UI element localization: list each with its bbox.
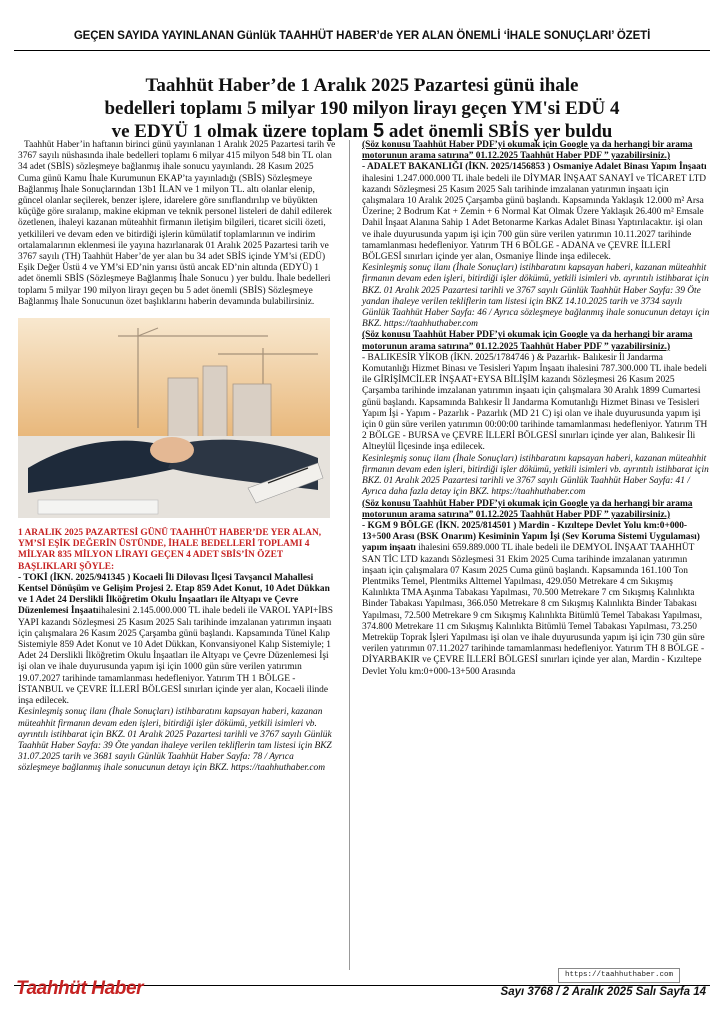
left-column	[18, 140, 336, 775]
right-column	[362, 140, 710, 678]
footer-url[interactable]: https://taahhuthaber.com	[558, 968, 680, 983]
issue-info: Sayı 3768 / 2 Aralık 2025 Salı Sayfa 14	[500, 986, 706, 998]
column-divider	[349, 140, 350, 970]
section-title: 1 ARALIK 2025 PAZARTESİ GÜNÜ TAAHHÜT HABER’DE YER ALAN, YM’Sİ EŞİK DEĞERİN ÜSTÜNDE, İHALE BEDELLERİ TOPLAMI 4 MİLYAR 835 MİLYON LİRAYI GEÇEN 4 ADET SBİS’İN ÖZET BAŞLIKLARI ŞÖYLE:	[18, 528, 322, 572]
page-header: GEÇEN SAYIDA YAYINLANAN Günlük TAAHHÜT HABER’de YER ALAN ÖNEMLİ ‘İHALE SONUÇLARI’ ÖZETİ	[73, 30, 651, 42]
headline-line-3-a: ve EDYÜ 1 olmak üzere toplam	[111, 121, 369, 142]
headline-line-2: bedelleri toplamı 5 milyar 190 milyon lirayı geçen YM'si EDÜ 4	[104, 98, 620, 119]
kgm-body: ihalesini 659.889.000 TL ihale bedeli ile DEMYOL İNŞAAT TAAHHÜT SAN TİC LTD kazandı Sözleşmesi 31 Ekim 2025 Cuma tarihinde imzalanan yatırımın inşaatı için çalışmalara 07 Kasım 2025 Cuma günü başlandı. Kapsamında 161.100 Ton Plentmiks Temel, Plentmiks Alttemel Yapılması, 429.050 Metrekare 4 cm Sıkışmış Kalınlıkta TMA Aşınma Tabakası Yapılması, 70.500 Metrekare 7 cm Sıkışmış Kalınlıkta Binder Tabakası Yapılması, 366.050 Metrekare 8 cm Sıkışmış Kalınlıkta Binder Tabakası Yapılması, 72.500 Metrekare 9 cm Sıkışmış Kalınlıkta Bitümlü Temel Tabakası Yapılması, 374.800 Metrekare 11 cm Sıkışmış Kalınlıkta Bitümlü Temel Tabakası Yapılması, 73.250 Metreküp Toprak İşleri Yapılması işi olan ve ihale duyurusunda yapım işi için 730 gün süre verilen yatırımın 07.11.2027 tarihinde tamamlanması hedefleniyor. Yatırım TH 8 BÖLGE - DİYARBAKIR ve ÇEVRE İLLERİ BÖLGESİ sınırları içinde yer alan, Mardin - Kızıltepe Devlet Yolu km:0+000-13+500 Arasında	[362, 543, 705, 677]
adalet-head: - ADALET BAKANLIĞI (İKN. 2025/1456853 ) Osmaniye Adalet Binası Yapım İnşaatı	[362, 162, 707, 173]
intro-paragraph: Taahhüt Haber’in haftanın birinci günü yayınlanan 1 Aralık 2025 Pazartesi tarih ve 3767 sayılı nüshasında ihale bedelleri toplamı 6 milyar 415 milyon 548 bin TL olan 34 adet (SBİS) sözleşmeye bağlanmış ihale sonucu yayınlandı. 28 Kasım 2025 Cuma günü Kamu İhale Kurumunun EKAP’ta yayınladığı (SBİS) Sözleşmeye Bağlanmış İhale Sonuçlarından 13b1 İLAN ve 1 milyon TL. altı olanlar elenip, güncel olanlar seçilerek, benzer işlere, idarelere göre sınıflandırılıp ve büyükten küçüğe göre sıralanıp, makine ekipman ve teknik personel listeleri de dahil edilerek özetlenen, ihaleyi kazanan müteahhit firmanın iletişim bilgileri, ticaret sicili özeti, yetkilileri ve devam eden ve bitirdiği işlerin kümülatif toplamlarının ve indirim ortalamalarının eklenmesi ile yayına hazırlanarak 01 Aralık 2025 Pazartesi tarih ve 3767 sayılı (TH) Taahhüt Haber’de yer alan bu 34 adet SBİS içinde YM’si (EDÜ) Eşik Değer Üstü 4 ve YM’si ED’nin yarısı üstü ancak ED’nin altında (EDYÜ) 1 adet önemli SBİS (Sözleşmeye Bağlanmış İhale Sonucu ) yer buldu. İhale bedelleri toplamı 5 milyar 190 milyon lirayı geçen bu 5 adet önemli (SBİS) Sözleşmeye Bağlanmış İhale Sonucunun özet başlıklarını haberin devamında bulabilirsiniz.	[18, 140, 336, 307]
brand-logo: Taahhüt Haber	[16, 978, 144, 999]
business-handshake-photo	[18, 318, 330, 518]
toki-note: Kesinleşmiş sonuç ilanı (İhale Sonuçları) istihbaratını kapsayan haberi, kazanan müteahhit firmanın devam eden işleri, bitirdiği işler dökümü, yetkili isimleri vb. ayrıntılı istihbarat için BKZ. 01 Aralık 2025 Pazartesi tarihli ve 3767 sayılı Günlük Taahhüt Haber Sayfa: 39 Öte yandan ihaleye verilen tekliflerin tam listesi için BKZ 31.07.2025 tarih ve 3681 sayılı Günlük Taahhüt Haber Sayfa: 78 / Ayrıca sözleşmeye bağlanmış ihale sonucunun detayı için BKZ. https://taahhuthaber.com	[18, 707, 332, 774]
headline-line-3-b: adet önemli SBİS yer buldu	[388, 121, 613, 142]
adalet-entry	[362, 162, 710, 263]
kgm-head: - KGM 9 BÖLGE (İKN. 2025/814501 ) Mardin - Kızıltepe Devlet Yolu km:0+000-13+500 Arası (BSK Onarım) Kesiminin Yapım İşi (Sev Koruma Sistemi Uygulaması) yapım inşaatı	[362, 520, 700, 554]
pdf-notice-2: (Söz konusu Taahhüt Haber PDF’yi okumak için Google ya da herhangi bir arama motorunun arama satırına” 01.12.2025 Taahhüt Haber PDF ” yazabilirsiniz.)	[362, 330, 693, 352]
balikesir-entry: - BALIKESİR YİKOB (İKN. 2025/1784746 ) & Pazarlık- Balıkesir İl Jandarma Komutanlığı Hizmet Binası ve Tesisleri Yapım İnşaatı ihalesini 787.300.000 TL ihale bedeli ile GİRİŞİMCİLER İNŞAAT+EYSA BİLİŞİM kazandı Sözleşmesi 26 Kasım 2025 Çarşamba tarihinde imzalanan yatırımın inşaatı için çalışmalara 30 Aralık 1899 Cumartesi günü başlandı. Kapsamında Balıkesir İl Jandarma Komutanlığı Hizmet Binası ve Tesisleri Yapım İşi - Yapım - Pazarlık - Pazarlık (MD 21 C) işi olan ve ihale duyurusunda yapım işi için 0 gün süre verilen yatırımın 00:00:00 tarihinde tamamlanması hedefleniyor. Yatırım TH 2 BÖLGE - BURSA ve ÇEVRE İLLERİ BÖLGESİ sınırları içinde yer alan, Balıkesir İli Altıeylül İlçesinde inşa edilecek.	[362, 352, 708, 453]
headline-number: 5	[373, 120, 385, 142]
toki-body: ihalesini 2.145.000.000 TL ihale bedeli ile VAROL YAPI+İBS YAPI kazandı Sözleşmesi 25 Kasım 2025 Salı tarihinde imzalanan yatırımın inşaatı için çalışmalara 26 Kasım 2025 Çarşamba günü başlandı. Kapsamında Tünel Kalıp Sistemiyle 859 Adet Konut ve 10 Adet Dükkan, Konvansiyonel Kalıp Sistemiyle; 1 Adet 24 Derslikli İlköğretim Okulu İnşaatları ile Altyapı ve Çevre Düzenlemesi İşi işi olan ve ihale duyurusunda yapım işi için 1000 gün süre verilen yatırımın 19.07.2027 tarihinde tamamlanması hedefleniyor. Yatırım TH 1 BÖLGE - İSTANBUL ve ÇEVRE İLLERİ BÖLGESİ sınırları içinde yer alan, Kocaeli ilinde inşa edilecek.	[18, 606, 333, 707]
toki-head: - TOKİ (İKN. 2025/941345 ) Kocaeli İli Dilovası İlçesi Tavşancıl Mahallesi Kentsel Dönüşüm ve Gelişim Projesi 2. Etap 859 Adet Konut, 10 Adet Dükkan ve 1 Adet 24 Derslikli İlköğretim Okulu İnşaatları ile Altyapı ve Çevre Düzenlemesi İnşaatı	[18, 572, 330, 617]
header-divider	[14, 50, 710, 51]
adalet-body: ihalesini 1.247.000.000 TL ihale bedeli ile DİYMAR İNŞAAT SANAYİ ve TİCARET LTD kazandı Sözleşmesi 25 Kasım 2025 Salı tarihinde imzalanan yatırımın inşaatı için çalışmalara 10 Aralık 2025 Çarşamba günü başlandı. Kapsamında Yaklaşık 12.000 m² Arsa Üzerine; 2 Bodrum Kat + Zemin + 6 Normal Kat Olmak Üzere Yaklaşık 26.400 m² Emsale Dahil İnşaat Alanına Sahip 1 Adet Betonarme Karkas Adalet Binası Yaptırılacaktır. işi olan ve ihale duyurusunda yapım işi için 700 gün süre verilen yatırımın 10.11.2027 tarihinde tamamlanması hedefleniyor. Yatırım TH 6 BÖLGE - ADANA ve ÇEVRE İLLERİ BÖLGESİ sınırları içinde yer alan, Osmaniye İlinde inşa edilecek.	[362, 173, 707, 263]
adalet-note: Kesinleşmiş sonuç ilanı (İhale Sonuçları) istihbaratını kapsayan haberi, kazanan müteahhit firmanın devam eden işleri, bitirdiği işler dökümü, yetkili isimleri vb. ayrıntılı istihbarat için BKZ. 01 Aralık 2025 Pazartesi tarihli ve 3767 sayılı Günlük Taahhüt Haber Sayfa: 39 Öte yandan ihaleye verilen tekliflerin tam listesi için BKZ 14.10.2025 tarih ve 3734 sayılı Günlük Taahhüt Haber Sayfa: 46 / Ayrıca sözleşmeye bağlanmış ihale sonucunun detayı için BKZ. https://taahhuthaber.com	[362, 263, 710, 330]
headline-line-1: Taahhüt Haber’de 1 Aralık 2025 Pazartesi günü ihale	[145, 75, 579, 96]
photo-illustration	[18, 318, 330, 518]
kgm-entry	[362, 521, 710, 678]
balikesir-note: Kesinleşmiş sonuç ilanı (İhale Sonuçları) istihbaratını kapsayan haberi, kazanan müteahhit firmanın devam eden işleri, bitirdiği işler dökümü, yetkili isimleri vb. ayrıntılı istihbarat için BKZ. 01 Aralık 2025 Pazartesi tarihli ve 3767 sayılı Günlük Taahhüt Haber Sayfa: 41 / Ayrıca daha fazla detay için BKZ. https://taahhuthaber.com	[362, 453, 709, 498]
headline	[60, 74, 664, 143]
pdf-notice-1: (Söz konusu Taahhüt Haber PDF’yi okumak için Google ya da herhangi bir arama motorunun arama satırına” 01.12.2025 Taahhüt Haber PDF ” yazabilirsiniz.)	[362, 140, 693, 162]
toki-entry	[18, 573, 336, 707]
pdf-notice-3: (Söz konusu Taahhüt Haber PDF’yi okumak için Google ya da herhangi bir arama motorunun arama satırına” 01.12.2025 Taahhüt Haber PDF ” yazabilirsiniz.)	[362, 498, 693, 520]
